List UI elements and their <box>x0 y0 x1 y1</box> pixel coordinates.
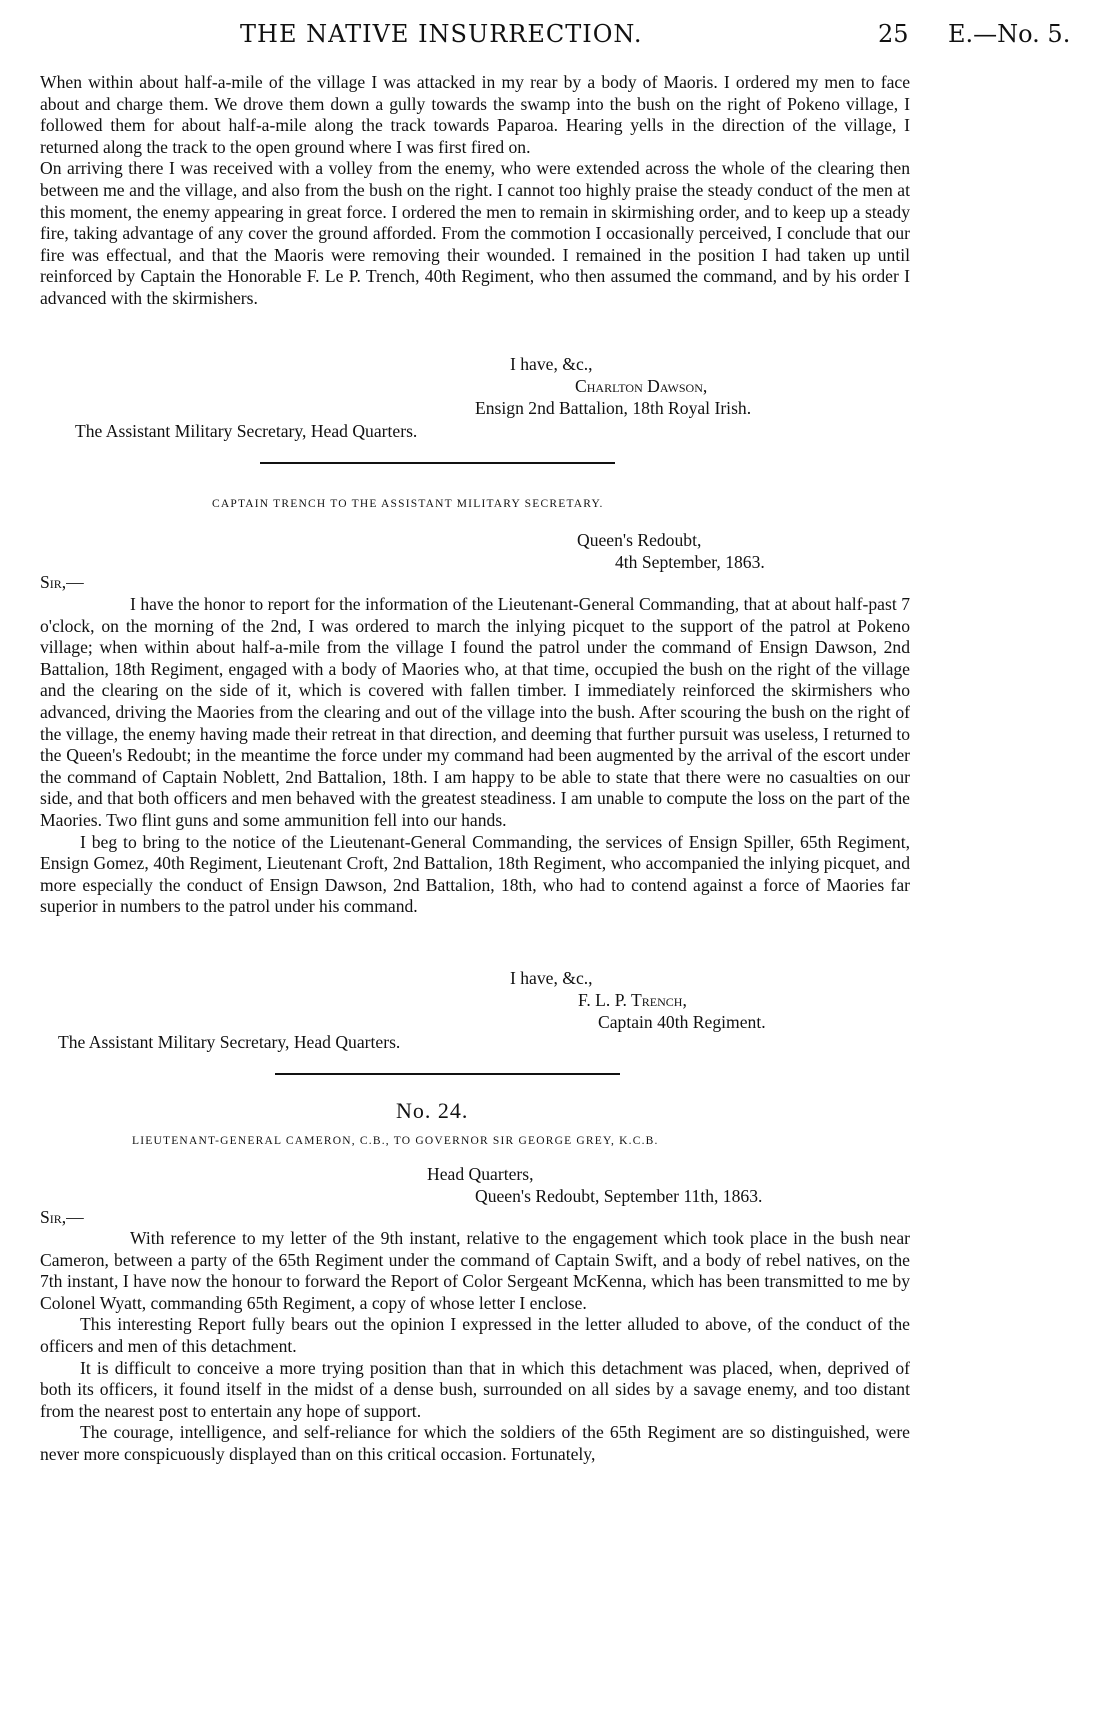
document-reference: E.—No. 5. <box>948 20 1071 48</box>
page-number: 25 <box>878 20 909 48</box>
section-divider <box>275 1073 620 1075</box>
document-24-paragraph: It is difficult to conceive a more trying position than that in which this detachment was placed, when, deprived of both its officers, it found itself in the midst of a dense bush, surrounded on all sides by a savage enemy, and too distant from the nearest post to entertain any hope of support. <box>40 1357 910 1421</box>
document-24-date: Queen's Redoubt, September 11th, 1863. <box>475 1186 763 1206</box>
document-24-salutation: Sir,— <box>40 1207 84 1227</box>
document-number: No. 24. <box>396 1098 469 1123</box>
trench-signature-name: F. L. P. Trench, <box>578 990 687 1010</box>
dawson-addressee: The Assistant Military Secretary, Head Quarters. <box>75 421 418 441</box>
trench-signature-rank: Captain 40th Regiment. <box>598 1012 766 1032</box>
trench-paragraph: I have the honor to report for the information of the Lieutenant-General Commanding, that at about half-past 7 o'clock, on the morning of the 2nd, I was ordered to march the inlying picquet to the support of the patrol at Pokeno village; when within about half-a-mile from the village I found the patrol under the command of Ensign Dawson, 2nd Battalion, 18th Regiment, engaged with a body of Maories who, at that time, occupied the bush on the right of the village and the clearing on the side of it, which is covered with fallen timber. I immediately reinforced the skirmishers who advanced, driving the Maories from the clearing and out of the village into the bush. After scouring the bush on the right of the village, the enemy having made their retreat in that direction, and deeming that further pursuit was useless, I returned to the Queen's Redoubt; in the meantime the force under my command had been augmented by the arrival of the escort under the command of Captain Noblett, 2nd Battalion, 18th. I am happy to be able to state that there were no casualties on our side, and that both officers and men behaved with the greatest steadiness. I am unable to compute the loss on the part of the Maories. Two flint guns and some ammunition fell into our hands. <box>40 594 910 830</box>
document-24-paragraph: This interesting Report fully bears out the opinion I expressed in the letter alluded to above, of the conduct of the officers and men of this detachment. <box>40 1314 910 1356</box>
document-24-place: Head Quarters, <box>427 1164 534 1184</box>
trench-letter-body <box>40 594 910 918</box>
trench-closing: I have, &c., <box>510 968 593 988</box>
dawson-paragraph: On arriving there I was received with a volley from the enemy, who were extended across the whole of the clearing then between me and the village, and also from the bush on the right. I cannot too highly praise the steady conduct of the men at this moment, the enemy appearing in great force. I ordered the men to remain in skirmishing order, and to keep up a steady fire, taking advantage of any cover the ground afforded. From the commotion I occasionally perceived, I conclude that our fire was effectual, and that the Maoris were removing their wounded. I remained in the position I had taken up until reinforced by Captain the Honorable F. Le P. Trench, 40th Regiment, who then assumed the command, and by his order I advanced with the skirmishers. <box>40 158 910 308</box>
dawson-signature-rank: Ensign 2nd Battalion, 18th Royal Irish. <box>475 398 752 418</box>
trench-letter-heading: CAPTAIN TRENCH TO THE ASSISTANT MILITARY SECRETARY. <box>212 498 604 510</box>
trench-letter-date: 4th September, 1863. <box>615 552 765 572</box>
trench-letter-salutation: Sir,— <box>40 572 84 592</box>
dawson-letter-body <box>40 72 910 310</box>
document-24-body <box>40 1228 910 1466</box>
document-24-heading: LIEUTENANT-GENERAL CAMERON, C.B., TO GOVERNOR SIR GEORGE GREY, K.C.B. <box>132 1135 659 1147</box>
trench-addressee: The Assistant Military Secretary, Head Quarters. <box>58 1032 401 1052</box>
section-divider <box>260 462 615 464</box>
trench-paragraph: I beg to bring to the notice of the Lieutenant-General Commanding, the services of Ensign Spiller, 65th Regiment, Ensign Gomez, 40th Regiment, Lieutenant Croft, 2nd Battalion, 18th Regiment, who accompanied the inlying picquet, and more especially the conduct of Ensign Dawson, 2nd Battalion, 18th, who had to contend against a force of Maories far superior in numbers to the patrol under his command. <box>40 831 910 917</box>
trench-letter-place: Queen's Redoubt, <box>577 530 702 550</box>
dawson-closing: I have, &c., <box>510 354 593 374</box>
document-24-paragraph: With reference to my letter of the 9th instant, relative to the engagement which took place in the bush near Cameron, between a party of the 65th Regiment under the command of Captain Swift, and a body of rebel natives, on the 7th instant, I have now the honour to forward the Report of Color Sergeant McKenna, which has been transmitted to me by Colonel Wyatt, commanding 65th Regiment, a copy of whose letter I enclose. <box>40 1228 910 1313</box>
page-running-title: THE NATIVE INSURRECTION. <box>240 20 643 48</box>
document-24-paragraph: The courage, intelligence, and self-reliance for which the soldiers of the 65th Regiment are so distinguished, were never more conspicuously displayed than on this critical occasion. Fortunately, <box>40 1422 910 1464</box>
dawson-paragraph: When within about half-a-mile of the village I was attacked in my rear by a body of Maoris. I ordered my men to face about and charge them. We drove them down a gully towards the swamp into the bush on the right of Pokeno village, I followed them for about half-a-mile along the track towards Paparoa. Hearing yells in the direction of the village, I returned along the track to the open ground where I was first fired on. <box>40 72 910 157</box>
dawson-signature-name: Charlton Dawson, <box>575 376 708 396</box>
